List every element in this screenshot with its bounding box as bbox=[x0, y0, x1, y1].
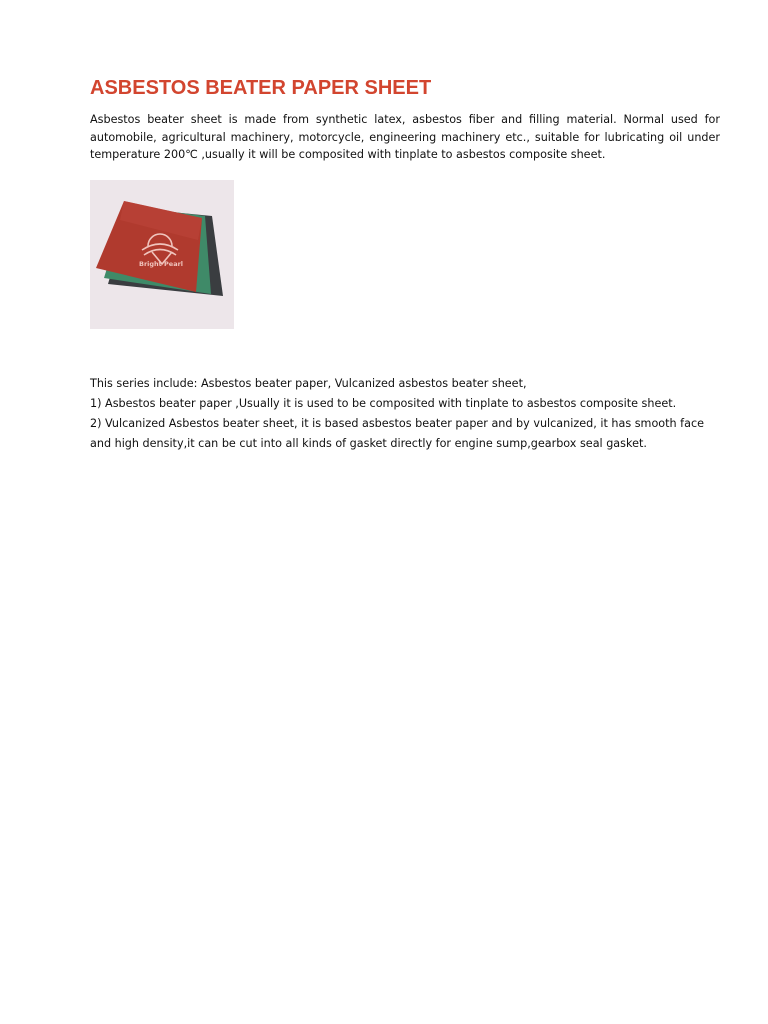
page-title: ASBESTOS BEATER PAPER SHEET bbox=[90, 77, 432, 99]
series-section bbox=[90, 374, 720, 454]
logo-text: Bright Pearl bbox=[138, 260, 184, 268]
intro-paragraph: Asbestos beater sheet is made from synthetic latex, asbestos fiber and filling material. Normal used for automobile, agricultural machinery, motorcycle, engineering machinery etc., suitable for lubricating oil under temperature 200℃ ,usually it will be composited with tinplate to asbestos composite sheet. bbox=[90, 113, 720, 161]
series-item-1: 1) Asbestos beater paper ,Usually it is used to be composited with tinplate to asbestos composite sheet. bbox=[90, 397, 677, 410]
series-item-2: 2) Vulcanized Asbestos beater sheet, it is based asbestos beater paper and by vulcanized, it has smooth face and high density,it can be cut into all kinds of gasket directly for engine sump,gearbox seal gasket. bbox=[90, 417, 704, 450]
series-heading: This series include: Asbestos beater paper, Vulcanized asbestos beater sheet, bbox=[90, 377, 527, 390]
product-image bbox=[90, 180, 234, 329]
product-photo bbox=[90, 180, 234, 329]
